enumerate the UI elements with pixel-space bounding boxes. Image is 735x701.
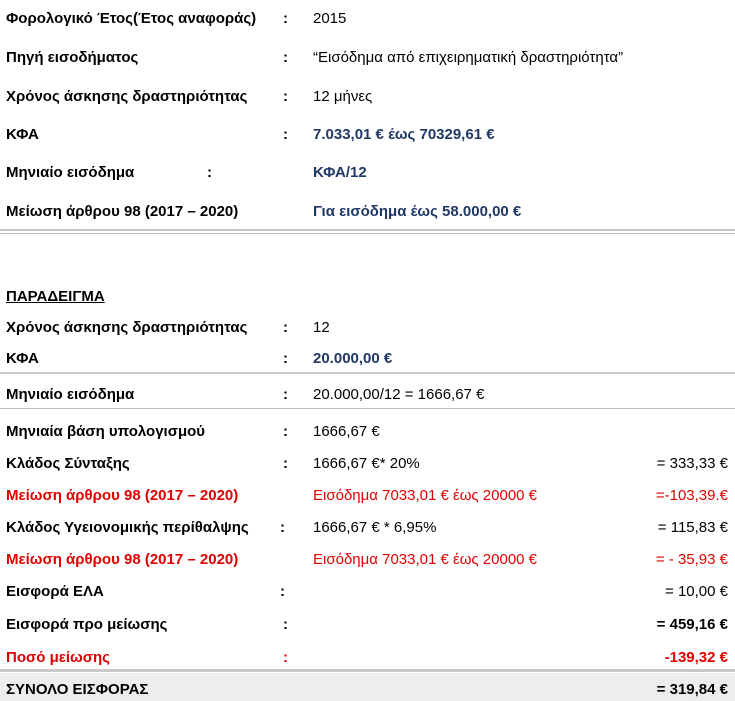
tax-year-value: 2015 (313, 10, 347, 27)
monthly-base-label: Μηνιαία βάση υπολογισμού (6, 423, 206, 440)
example-heading-row (0, 282, 735, 312)
health-amount: = 115,83 € (657, 519, 728, 536)
reduction-amount-label: Ποσό μείωσης (6, 649, 110, 666)
ela-label: Εισφορά ΕΛΑ (6, 583, 104, 600)
row-health-reduction (0, 545, 735, 575)
activity-duration-colon: : (283, 88, 288, 105)
kfa-colon: : (283, 126, 288, 143)
row-tax-year (0, 4, 735, 34)
income-source-label: Πηγή εισοδήματος (6, 49, 139, 66)
row-health (0, 513, 735, 543)
ela-colon: : (280, 583, 285, 600)
row-ela (0, 577, 735, 607)
kfa-label: ΚΦΑ (6, 126, 39, 143)
monthly-income-label: Μηνιαίο εισόδημα (6, 164, 135, 181)
health-label: Κλάδος Υγειονομικής περίθαλψης (6, 519, 249, 536)
pension-amount: = 333,33 € (656, 455, 728, 472)
reduction-amount-value: -139,32 € (664, 649, 728, 666)
health-reduction-value: Εισόδημα 7033,01 € έως 20000 € (313, 551, 538, 568)
row-pension-reduction (0, 481, 735, 511)
pre-reduction-amount: = 459,16 € (656, 616, 728, 633)
tax-year-colon: : (283, 10, 288, 27)
example-monthly-income-label: Μηνιαίο εισόδημα (6, 386, 135, 403)
pension-reduction-amount: =-103,39.€ (655, 487, 728, 504)
monthly-base-colon: : (283, 423, 288, 440)
example-kfa-label: ΚΦΑ (6, 350, 39, 367)
row-example-monthly-income (0, 380, 735, 410)
reduction-value: Για εισόδημα έως 58.000,00 € (313, 203, 522, 220)
pension-reduction-label: Μείωση άρθρου 98 (2017 – 2020) (6, 487, 239, 504)
example-kfa-colon: : (283, 350, 288, 367)
monthly-income-colon: : (207, 164, 212, 181)
example-kfa-value: 20.000,00 € (313, 350, 393, 367)
row-example-kfa (0, 344, 735, 374)
pension-reduction-value: Εισόδημα 7033,01 € έως 20000 € (313, 487, 538, 504)
row-monthly-base (0, 417, 735, 447)
example-duration-label: Χρόνος άσκησης δραστηριότητας (6, 319, 248, 336)
row-pension (0, 449, 735, 479)
row-reduction (0, 197, 735, 227)
total-amount: = 319,84 € (656, 681, 728, 698)
health-reduction-amount: = - 35,93 € (655, 551, 728, 568)
example-heading: ΠΑΡΑΔΕΙΓΜΑ (6, 288, 105, 305)
monthly-base-value: 1666,67 € (313, 423, 380, 440)
row-monthly-income (0, 158, 735, 188)
pre-reduction-colon: : (283, 616, 288, 633)
row-pre-reduction (0, 610, 735, 640)
row-kfa (0, 120, 735, 150)
example-duration-colon: : (283, 319, 288, 336)
row-total (0, 673, 735, 701)
activity-duration-label: Χρόνος άσκησης δραστηριότητας (6, 88, 248, 105)
income-source-value: “Εισόδημα από επιχειρηματική δραστηριότητα” (313, 49, 624, 66)
ela-amount: = 10,00 € (665, 583, 728, 600)
health-reduction-label: Μείωση άρθρου 98 (2017 – 2020) (6, 551, 239, 568)
activity-duration-value: 12 μήνες (313, 88, 373, 105)
divider (0, 408, 735, 409)
pension-colon: : (283, 455, 288, 472)
kfa-value: 7.033,01 € έως 70329,61 € (313, 126, 495, 143)
health-colon: : (280, 519, 285, 536)
example-duration-value: 12 (313, 319, 330, 336)
divider (0, 669, 735, 672)
tax-year-label: Φορολογικό Έτος(Έτος αναφοράς) (6, 10, 257, 27)
reduction-amount-colon: : (283, 649, 288, 666)
divider (0, 233, 735, 234)
pension-value: 1666,67 €* 20% (313, 455, 420, 472)
total-label: ΣΥΝΟΛΟ ΕΙΣΦΟΡΑΣ (6, 681, 149, 698)
example-monthly-income-value: 20.000,00/12 = 1666,67 € (313, 386, 485, 403)
income-source-colon: : (283, 49, 288, 66)
row-example-duration (0, 313, 735, 343)
pre-reduction-label: Εισφορά προ μείωσης (6, 616, 168, 633)
row-income-source (0, 43, 735, 73)
row-activity-duration (0, 82, 735, 112)
monthly-income-value: ΚΦΑ/12 (313, 164, 367, 181)
divider (0, 372, 735, 374)
health-value: 1666,67 € * 6,95% (313, 519, 437, 536)
reduction-label: Μείωση άρθρου 98 (2017 – 2020) (6, 203, 239, 220)
example-monthly-income-colon: : (283, 386, 288, 403)
pension-label: Κλάδος Σύνταξης (6, 455, 130, 472)
divider (0, 229, 735, 231)
